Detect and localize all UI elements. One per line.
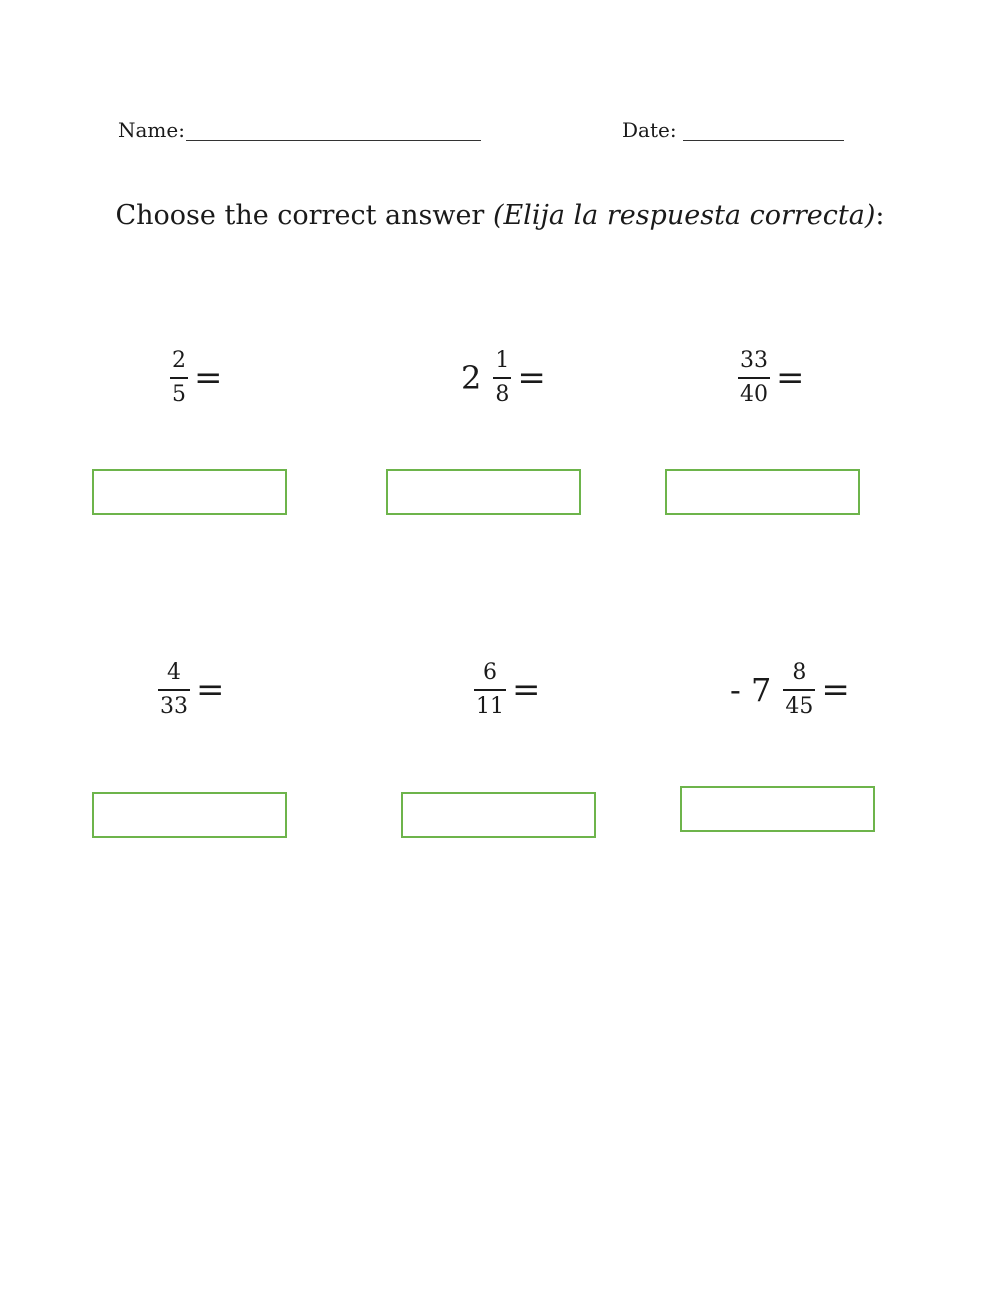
denominator: 8 xyxy=(495,382,510,407)
name-line xyxy=(186,140,481,141)
answer-box-1[interactable] xyxy=(92,469,287,515)
date-line xyxy=(683,140,844,141)
fraction xyxy=(783,662,815,718)
denominator: 45 xyxy=(785,694,814,719)
denominator: 11 xyxy=(476,694,504,719)
denominator: 33 xyxy=(160,694,188,719)
numerator: 6 xyxy=(483,660,497,685)
problem-5 xyxy=(474,662,541,718)
instruction-spanish: (Elija la respuesta correcta) xyxy=(492,200,876,231)
problem-2 xyxy=(461,350,546,406)
problem-1 xyxy=(170,350,223,406)
answer-box-6[interactable] xyxy=(680,786,875,832)
equals-sign: = xyxy=(517,358,546,398)
instruction xyxy=(0,200,1000,231)
fraction xyxy=(738,350,770,406)
name-label: Name: xyxy=(118,118,185,142)
whole-number: 2 xyxy=(461,359,482,397)
fraction xyxy=(158,662,190,718)
denominator: 5 xyxy=(172,382,186,407)
equals-sign: = xyxy=(512,670,541,710)
fraction xyxy=(170,350,188,406)
denominator: 40 xyxy=(740,382,768,407)
fraction xyxy=(474,662,506,718)
equals-sign: = xyxy=(821,670,850,710)
instruction-english: Choose the correct answer xyxy=(115,200,485,231)
numerator: 8 xyxy=(792,660,807,685)
whole-number: - 7 xyxy=(730,671,772,709)
equals-sign: = xyxy=(196,670,225,710)
problem-4 xyxy=(158,662,225,718)
numerator: 33 xyxy=(740,348,768,373)
answer-box-4[interactable] xyxy=(92,792,287,838)
answer-box-5[interactable] xyxy=(401,792,596,838)
equals-sign: = xyxy=(776,358,805,398)
date-label: Date: xyxy=(622,118,677,142)
answer-box-3[interactable] xyxy=(665,469,860,515)
instruction-suffix: : xyxy=(875,200,885,231)
answer-box-2[interactable] xyxy=(386,469,581,515)
equals-sign: = xyxy=(194,358,223,398)
fraction xyxy=(493,350,511,406)
problem-3 xyxy=(738,350,805,406)
numerator: 4 xyxy=(167,660,181,685)
numerator: 2 xyxy=(172,348,186,373)
problem-6 xyxy=(730,662,850,718)
numerator: 1 xyxy=(495,348,510,373)
